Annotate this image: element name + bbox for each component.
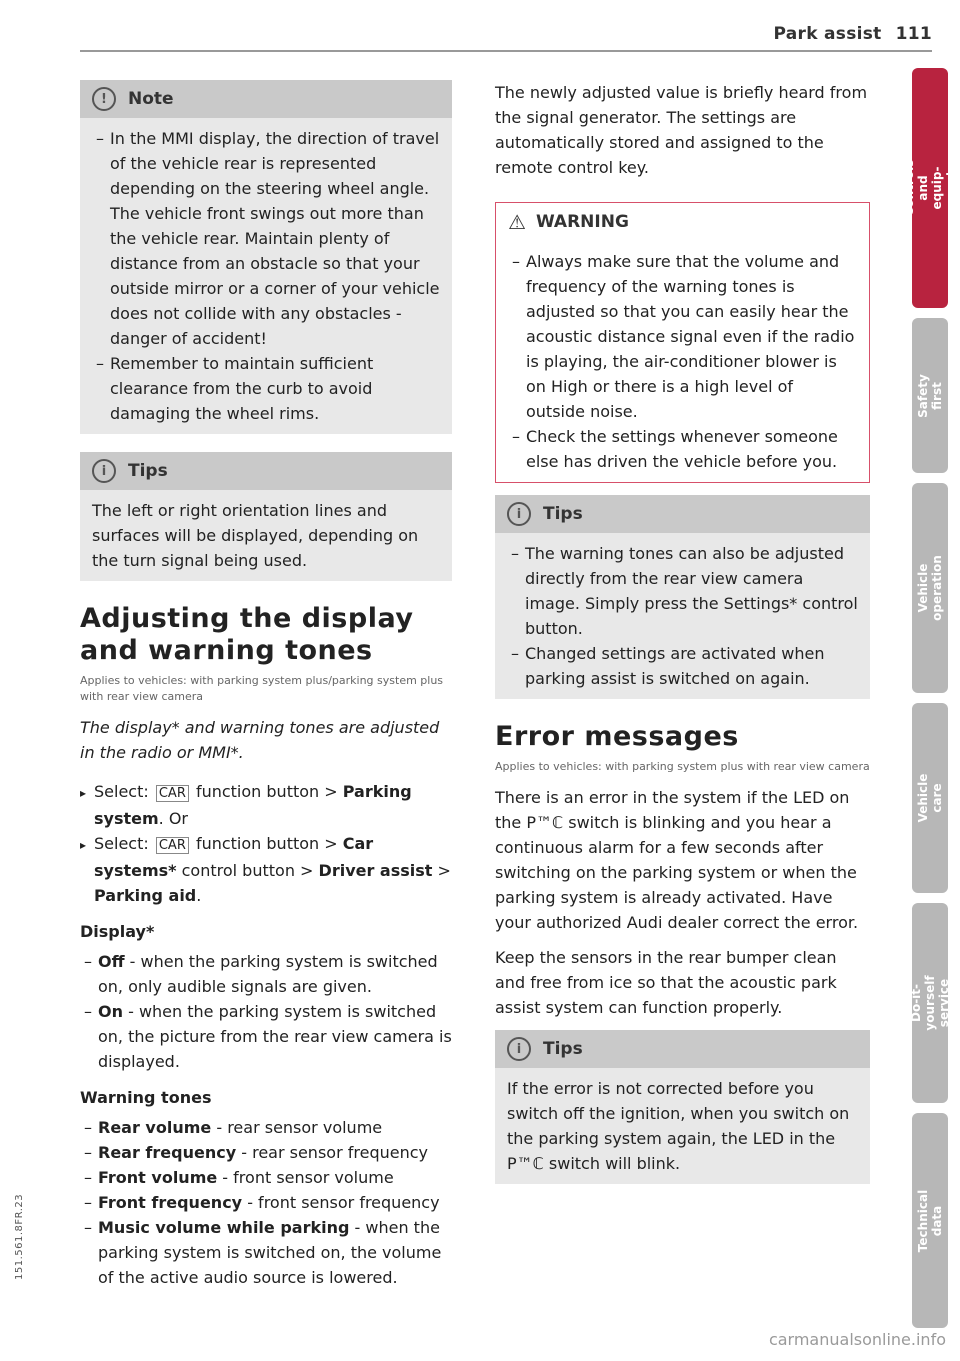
applies-note: Applies to vehicles: with parking system plus with rear view camera (495, 760, 870, 773)
note-item: – Remember to maintain sufficient clearance from the curb to avoid damaging the wheel rims. (92, 351, 440, 426)
tips-item: – The warning tones can also be adjusted directly from the rear view camera image. Simply press the Settings* control button. (507, 541, 858, 641)
tips-text: The left or right orientation lines and surfaces will be displayed, depending on the turn signal being used. (92, 501, 419, 570)
tips-item: – Changed settings are activated when parking assist is switched on again. (507, 641, 858, 691)
list-item: – On - when the parking system is switched on, the picture from the rear view camera is displayed. (80, 999, 452, 1074)
list-item: – Rear volume - rear sensor volume (80, 1115, 452, 1140)
warning-header (496, 203, 869, 241)
side-tab-care[interactable]: Vehicle care (912, 703, 948, 893)
left-column (80, 80, 452, 1290)
list-item: – Music volume while parking - when the parking system is switched on, the volume of the active audio source is lowered. (80, 1215, 452, 1290)
tips-header (495, 1030, 870, 1068)
note-header (80, 80, 452, 118)
side-tab-technical[interactable]: Technical data (912, 1113, 948, 1328)
tips-title: Tips (128, 461, 168, 481)
step-1: ▸ Select: CAR function button > Parking system. Or (80, 779, 452, 831)
tips-box (80, 452, 452, 581)
right-intro: The newly adjusted value is briefly heard from the signal generator. The settings are automatically stored and assigned to the remote control key. (495, 83, 868, 177)
warning-item: – Always make sure that the volume and frequency of the warning tones is adjusted so that you can easily hear the acoustic distance signal even if the radio is playing, the air-conditioner blower is on High or there is a high level of outside noise. (508, 249, 857, 424)
page-number: 111 (895, 24, 932, 44)
note-item: – In the MMI display, the direction of travel of the vehicle rear is represented depending on the steering wheel angle. The vehicle front swings out more than the vehicle rear. Maintain plenty of distance from an obstacle so that your outside mirror or a corner of your vehicle does not collide with any obstacles - danger of accident! (92, 126, 440, 351)
error-paragraph-1: There is an error in the system if the LED on the P™ℂ switch is blinking and you hear a continuous alarm for a few seconds after switching on the parking system or when the parking system is already activated. Have your authorized Audi dealer correct the error. (495, 788, 859, 932)
side-tab-safety[interactable]: Safety first (912, 318, 948, 473)
warning-title: WARNING (535, 212, 629, 232)
info-circle-icon: i (507, 502, 531, 526)
tones-heading: Warning tones (80, 1088, 212, 1107)
car-key-label: CAR (156, 785, 189, 802)
section-heading: Adjusting the display and warning tones (80, 603, 414, 666)
info-circle-icon: i (92, 459, 116, 483)
warning-triangle-icon: ⚠ (508, 210, 526, 234)
side-tab-controls[interactable]: Controls and equip- ment (912, 68, 948, 308)
right-column (495, 80, 870, 1202)
display-list (80, 949, 452, 1074)
intro-text: The display* and warning tones are adjusted in the radio or MMI*. (80, 718, 440, 762)
tips-text: If the error is not corrected before you switch off the ignition, when you switch on the parking system again, the LED in the P™ℂ switch will blink. (507, 1079, 850, 1173)
exclamation-circle-icon: ! (92, 87, 116, 111)
note-title: Note (128, 89, 174, 109)
car-key-label: CAR (156, 837, 189, 854)
applies-note: Applies to vehicles: with parking system plus/parking system plus with rear view camera (80, 674, 444, 703)
tips-box-3 (495, 1030, 870, 1184)
step-2: ▸ Select: CAR function button > Car systems* control button > Driver assist > Parking aid. (80, 831, 452, 908)
warning-item: – Check the settings whenever someone else has driven the vehicle before you. (508, 424, 857, 474)
tips-box-2 (495, 495, 870, 699)
error-paragraph-2: Keep the sensors in the rear bumper clean and free from ice so that the acoustic park assist system can function properly. (495, 948, 837, 1017)
tips-header (80, 452, 452, 490)
list-item: – Front volume - front sensor volume (80, 1165, 452, 1190)
error-heading: Error messages (495, 721, 739, 752)
tips-header (495, 495, 870, 533)
tips-title: Tips (543, 1039, 583, 1059)
tones-list (80, 1115, 452, 1290)
side-tab-diy[interactable]: Do-it-yourself service (912, 903, 948, 1103)
page-header (773, 24, 932, 44)
warning-box (495, 202, 870, 483)
note-box (80, 80, 452, 434)
document-code: 151.561.8FR.23 (14, 1193, 25, 1280)
info-circle-icon: i (507, 1037, 531, 1061)
header-rule (80, 50, 932, 52)
tips-title: Tips (543, 504, 583, 524)
list-item: – Off - when the parking system is switched on, only audible signals are given. (80, 949, 452, 999)
list-item: – Rear frequency - rear sensor frequency (80, 1140, 452, 1165)
section-title: Park assist (773, 24, 882, 44)
display-heading: Display* (80, 922, 155, 941)
list-item: – Front frequency - front sensor frequency (80, 1190, 452, 1215)
side-tab-operation[interactable]: Vehicle operation (912, 483, 948, 693)
watermark: carmanualsonline.info (768, 1330, 946, 1349)
